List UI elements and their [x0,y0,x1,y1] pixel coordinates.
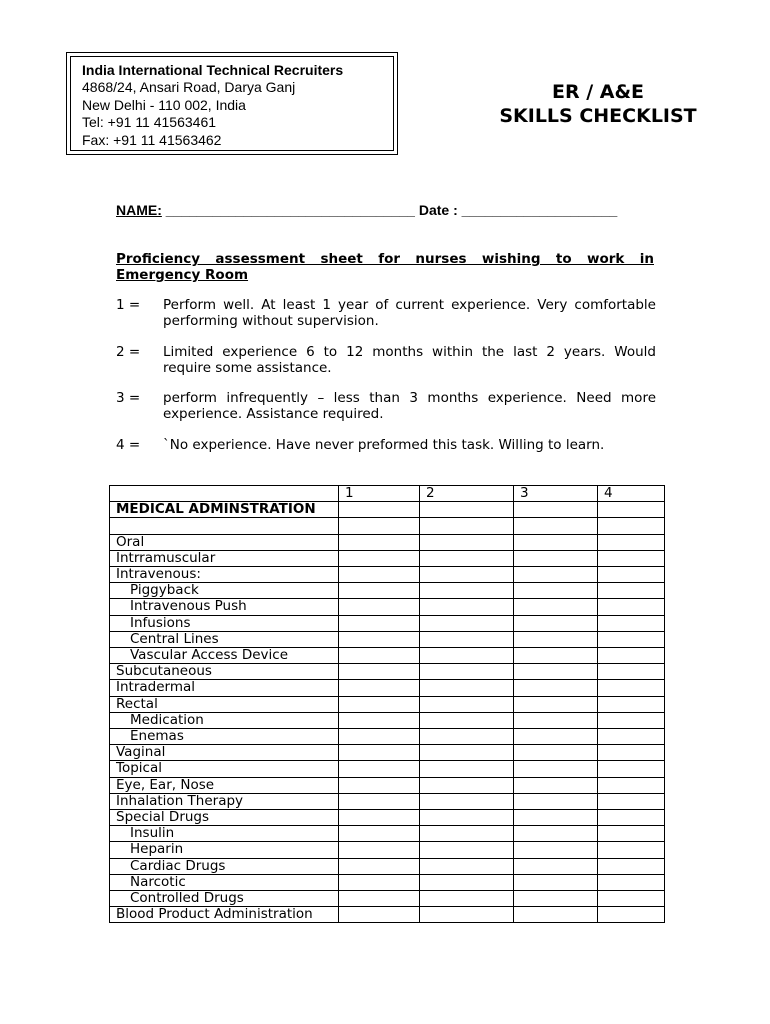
rating-cell[interactable] [339,502,420,518]
scale-description: `No experience. Have never preformed this task. Willing to learn. [163,437,605,453]
rating-cell[interactable] [420,810,514,826]
rating-cell[interactable] [420,729,514,745]
rating-cell[interactable] [420,599,514,615]
scale-description: perform infrequently – less than 3 months experience. Need more experience. Assistance required. [163,390,656,422]
telephone: Tel: +91 11 41563461 [82,114,217,131]
table-row [110,826,665,842]
rating-cell[interactable] [598,680,665,696]
table-row [110,874,665,890]
rating-cell[interactable] [514,842,598,858]
rating-cell[interactable] [420,891,514,907]
rating-cell[interactable] [339,615,420,631]
skill-label: Vascular Access Device [110,648,339,664]
rating-cell[interactable] [598,745,665,761]
rating-cell[interactable] [598,826,665,842]
skills-table [109,485,665,923]
rating-cell[interactable] [514,615,598,631]
rating-cell[interactable] [339,729,420,745]
rating-cell[interactable] [514,631,598,647]
rating-cell[interactable] [514,599,598,615]
rating-cell[interactable] [420,680,514,696]
table-row [110,712,665,728]
rating-cell[interactable] [514,874,598,890]
table-row [110,810,665,826]
header-cell: 2 [420,486,514,502]
rating-cell[interactable] [420,631,514,647]
rating-cell[interactable] [420,761,514,777]
table-row [110,664,665,680]
scale-item-2 [116,345,656,376]
table-row [110,631,665,647]
rating-cell[interactable] [598,761,665,777]
title-line-1: ER / A&E [551,81,645,103]
skill-label: Intradermal [110,680,339,696]
table-row [110,777,665,793]
section-title-row [110,502,665,518]
rating-cell[interactable] [339,518,420,534]
header-cell [110,486,339,502]
rating-cell[interactable] [420,712,514,728]
rating-cell[interactable] [420,550,514,566]
rating-cell[interactable] [514,858,598,874]
rating-cell[interactable] [420,696,514,712]
table-row [110,615,665,631]
skill-label: Intravenous: [110,567,339,583]
scale-item-1 [116,298,656,329]
rating-cell[interactable] [598,518,665,534]
rating-cell[interactable] [514,567,598,583]
scale-number: 1 = [116,297,141,313]
scale-item-3 [116,391,656,422]
skill-label [110,518,339,534]
rating-cell[interactable] [598,631,665,647]
title-line-2: SKILLS CHECKLIST [499,105,697,127]
name-field[interactable]: ________________________________ [165,202,415,218]
name-label: NAME: [116,202,162,218]
rating-cell[interactable] [514,550,598,566]
table-row [110,550,665,566]
section-heading: Proficiency assessment sheet for nurses wishing to work in Emergency Room [116,251,654,283]
rating-cell[interactable] [598,858,665,874]
table-row [110,761,665,777]
rating-cell[interactable] [514,891,598,907]
rating-cell[interactable] [339,648,420,664]
scale-number: 4 = [116,437,141,453]
skill-label: Cardiac Drugs [110,858,339,874]
rating-cell[interactable] [420,874,514,890]
rating-cell[interactable] [420,826,514,842]
table-row [110,907,665,923]
rating-cell[interactable] [339,550,420,566]
table-row [110,793,665,809]
rating-cell[interactable] [420,664,514,680]
rating-cell[interactable] [339,858,420,874]
rating-cell[interactable] [514,761,598,777]
rating-cell[interactable] [420,502,514,518]
skill-label: Central Lines [110,631,339,647]
rating-cell[interactable] [339,631,420,647]
skill-label: Insulin [110,826,339,842]
rating-cell[interactable] [339,891,420,907]
rating-cell[interactable] [339,712,420,728]
table-row [110,729,665,745]
company-name: India International Technical Recruiters [82,62,344,78]
rating-cell[interactable] [420,777,514,793]
rating-cell[interactable] [514,664,598,680]
name-date-row [116,202,676,218]
table-header-row [110,486,665,502]
rating-cell[interactable] [420,745,514,761]
skill-label: Intravenous Push [110,599,339,615]
rating-cell[interactable] [598,599,665,615]
company-address-box [66,52,398,155]
rating-cell[interactable] [339,810,420,826]
rating-cell[interactable] [339,680,420,696]
rating-cell[interactable] [514,712,598,728]
rating-cell[interactable] [514,745,598,761]
scale-number: 3 = [116,390,141,406]
table-row [110,858,665,874]
scale-item-4 [116,438,656,454]
rating-cell[interactable] [514,502,598,518]
rating-cell[interactable] [339,567,420,583]
rating-cell[interactable] [514,518,598,534]
table-row [110,648,665,664]
rating-cell[interactable] [420,793,514,809]
skill-label: Piggyback [110,583,339,599]
skill-label: Infusions [110,615,339,631]
skill-label: Intrramuscular [110,550,339,566]
header-cell: 1 [339,486,420,502]
skill-label: Rectal [110,696,339,712]
rating-cell[interactable] [598,874,665,890]
skill-label: Vaginal [110,745,339,761]
rating-cell[interactable] [514,648,598,664]
table-row [110,518,665,534]
rating-cell[interactable] [420,583,514,599]
rating-cell[interactable] [598,502,665,518]
scale-description: Perform well. At least 1 year of current experience. Very comfortable performing without supervision. [163,297,656,329]
rating-cell[interactable] [420,907,514,923]
rating-cell[interactable] [339,745,420,761]
rating-cell[interactable] [514,729,598,745]
skill-label: Enemas [110,729,339,745]
skill-label: Eye, Ear, Nose [110,777,339,793]
rating-cell[interactable] [420,615,514,631]
rating-cell[interactable] [514,793,598,809]
document-title [478,80,718,128]
rating-cell[interactable] [339,583,420,599]
rating-cell[interactable] [598,583,665,599]
table-row [110,599,665,615]
rating-cell[interactable] [598,534,665,550]
rating-cell[interactable] [598,777,665,793]
company-address-inner [70,56,394,151]
rating-cell[interactable] [420,534,514,550]
rating-cell[interactable] [420,842,514,858]
rating-cell[interactable] [339,793,420,809]
rating-cell[interactable] [339,826,420,842]
rating-cell[interactable] [420,518,514,534]
address-line-1: 4868/24, Ansari Road, Darya Ganj [82,79,296,96]
rating-cell[interactable] [339,907,420,923]
rating-cell[interactable] [339,874,420,890]
rating-cell[interactable] [339,534,420,550]
rating-cell[interactable] [420,567,514,583]
rating-cell[interactable] [598,907,665,923]
table-row [110,583,665,599]
rating-cell[interactable] [598,567,665,583]
fax: Fax: +91 11 41563462 [82,131,222,148]
skill-label: Narcotic [110,874,339,890]
table-row [110,696,665,712]
header-cell: 4 [598,486,665,502]
skill-label: Controlled Drugs [110,891,339,907]
rating-cell[interactable] [514,826,598,842]
section-title: MEDICAL ADMINSTRATION [110,502,339,518]
skill-label: Oral [110,534,339,550]
rating-cell[interactable] [514,777,598,793]
rating-cell[interactable] [420,648,514,664]
rating-cell[interactable] [339,664,420,680]
rating-cell[interactable] [598,810,665,826]
skill-label: Heparin [110,842,339,858]
rating-cell[interactable] [339,777,420,793]
skill-label: Blood Product Administration [110,907,339,923]
rating-cell[interactable] [598,664,665,680]
rating-cell[interactable] [514,696,598,712]
header-cell: 3 [514,486,598,502]
rating-cell[interactable] [598,696,665,712]
scale-number: 2 = [116,344,141,360]
skill-label: Medication [110,712,339,728]
rating-cell[interactable] [598,842,665,858]
skill-label: Special Drugs [110,810,339,826]
skill-label: Topical [110,761,339,777]
table-row [110,745,665,761]
rating-cell[interactable] [598,648,665,664]
table-row [110,891,665,907]
address-line-2: New Delhi - 110 002, India [82,96,246,113]
rating-cell[interactable] [339,599,420,615]
rating-cell[interactable] [598,891,665,907]
table-row [110,534,665,550]
rating-cell[interactable] [598,712,665,728]
rating-cell[interactable] [514,907,598,923]
rating-cell[interactable] [514,583,598,599]
rating-cell[interactable] [598,729,665,745]
table-row [110,567,665,583]
date-field[interactable]: ____________________ [461,202,618,218]
skill-label: Subcutaneous [110,664,339,680]
rating-cell[interactable] [339,842,420,858]
rating-cell[interactable] [339,696,420,712]
table-row [110,680,665,696]
rating-cell[interactable] [339,761,420,777]
skill-label: Inhalation Therapy [110,793,339,809]
rating-cell[interactable] [420,858,514,874]
date-label: Date : [418,202,458,218]
table-row [110,842,665,858]
rating-cell[interactable] [514,534,598,550]
rating-cell[interactable] [514,680,598,696]
rating-cell[interactable] [598,793,665,809]
scale-description: Limited experience 6 to 12 months within the last 2 years. Would require some assistance. [163,344,656,376]
rating-cell[interactable] [598,615,665,631]
rating-cell[interactable] [514,810,598,826]
rating-cell[interactable] [598,550,665,566]
